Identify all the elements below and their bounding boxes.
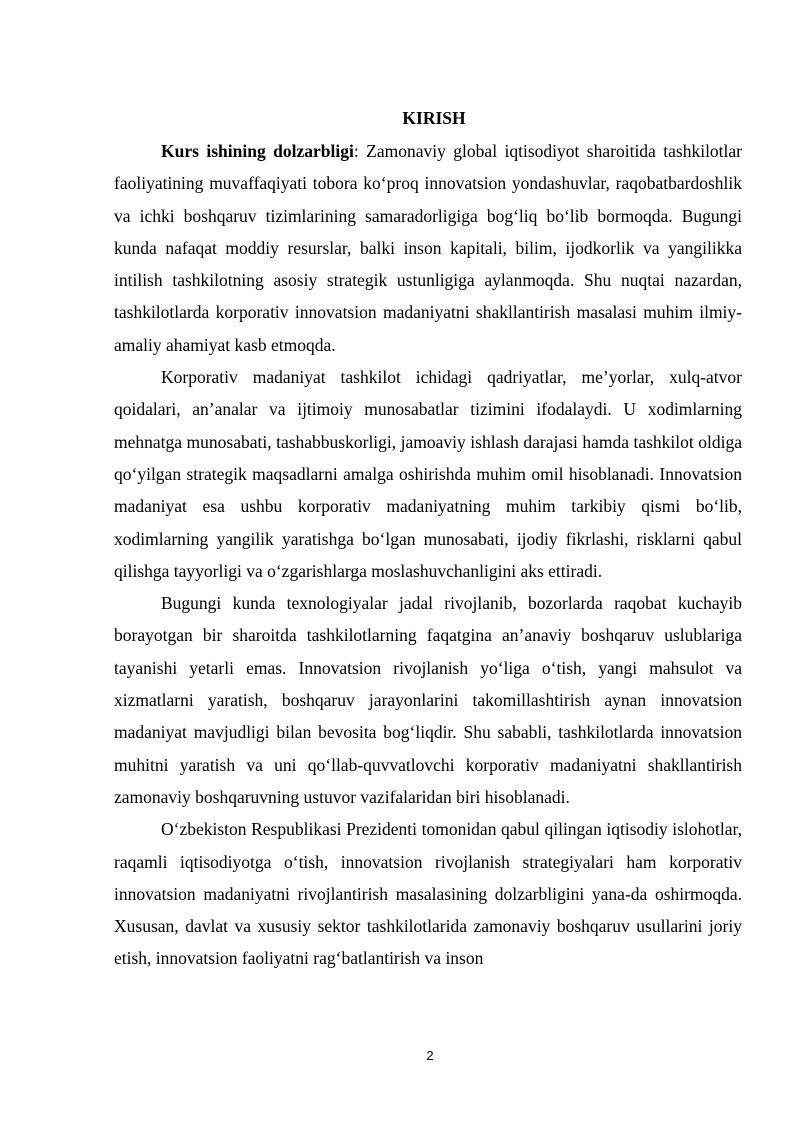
paragraph-lead: Kurs ishining dolzarbligi bbox=[161, 141, 354, 161]
paragraph-relevance bbox=[114, 135, 742, 361]
paragraph-corporate-culture: Korporativ madaniyat tashkilot ichidagi qadriyatlar, me’yorlar, xulq-atvor qoidalari, an’analar va ijtimoiy munosabatlar tizimini ifodalaydi. U xodimlarning mehnatga munosabati, tashabbuskorligi, jamoaviy ishlash darajasi hamda tashkilot oldiga qo‘yilgan strategik maqsadlarni amalga oshirishda muhim omil hisoblanadi. Innovatsion madaniyat esa ushbu korporativ madaniyatning muhim tarkibiy qismi bo‘lib, xodimlarning yangilik yaratishga bo‘lgan munosabati, ijodiy fikrlashi, risklarni qabul qilishga tayyorligi va o‘zgarishlarga moslashuvchanligini aks ettiradi. bbox=[114, 367, 742, 581]
page-number: 2 bbox=[426, 1048, 434, 1063]
body-text bbox=[114, 135, 742, 975]
paragraph-technology: Bugungi kunda texnologiyalar jadal rivojlanib, bozorlarda raqobat kuchayib borayotgan bir sharoitda tashkilotlarning faqatgina an’anaviy boshqaruv uslublariga tayanishi yetarli emas. Innovatsion rivojlanish yo‘liga o‘tish, yangi mahsulot va xizmatlarni yaratish, boshqaruv jarayonlarini takomillashtirish aynan innovatsion madaniyat mavjudligi bilan bevosita bog‘liqdir. Shu sababli, tashkilotlarda innovatsion muhitni yaratish va uni qo‘llab-quvvatlovchi korporativ madaniyatni shakllantirish zamonaviy boshqaruvning ustuvor vazifalaridan biri hisoblanadi. bbox=[114, 593, 742, 807]
section-heading: KIRISH bbox=[402, 108, 466, 128]
paragraph-text: : Zamonaviy global iqtisodiyot sharoitida tashkilotlar faoliyatining muvaffaqiyati tobora ko‘proq innovatsion yondashuvlar, raqobatbardoshlik va ichki boshqaruv tizimlarining samaradorligiga bog‘liq bo‘lib bormoqda. Bugungi kunda nafaqat moddiy resurslar, balki inson kapitali, bilim, ijodkorlik va yangilikka intilish tashkilotning asosiy strategik ustunligiga aylanmoqda. Shu nuqtai nazardan, tashkilotlarda korporativ innovatsion madaniyatni shakllantirish masalasi muhim ilmiy-amaliy ahamiyat kasb etmoqda. bbox=[114, 141, 742, 355]
paragraph-uzbekistan: O‘zbekiston Respublikasi Prezidenti tomonidan qabul qilingan iqtisodiy islohotlar, raqamli iqtisodiyotga o‘tish, innovatsion rivojlanish strategiyalari ham korporativ innovatsion madaniyatni rivojlantirish masalasining dolzarbligini yana-da oshirmoqda. Xususan, davlat va xususiy sektor tashkilotlarida zamonaviy boshqaruv usullarini joriy etish, innovatsion faoliyatni rag‘batlantirish va inson bbox=[114, 819, 742, 969]
